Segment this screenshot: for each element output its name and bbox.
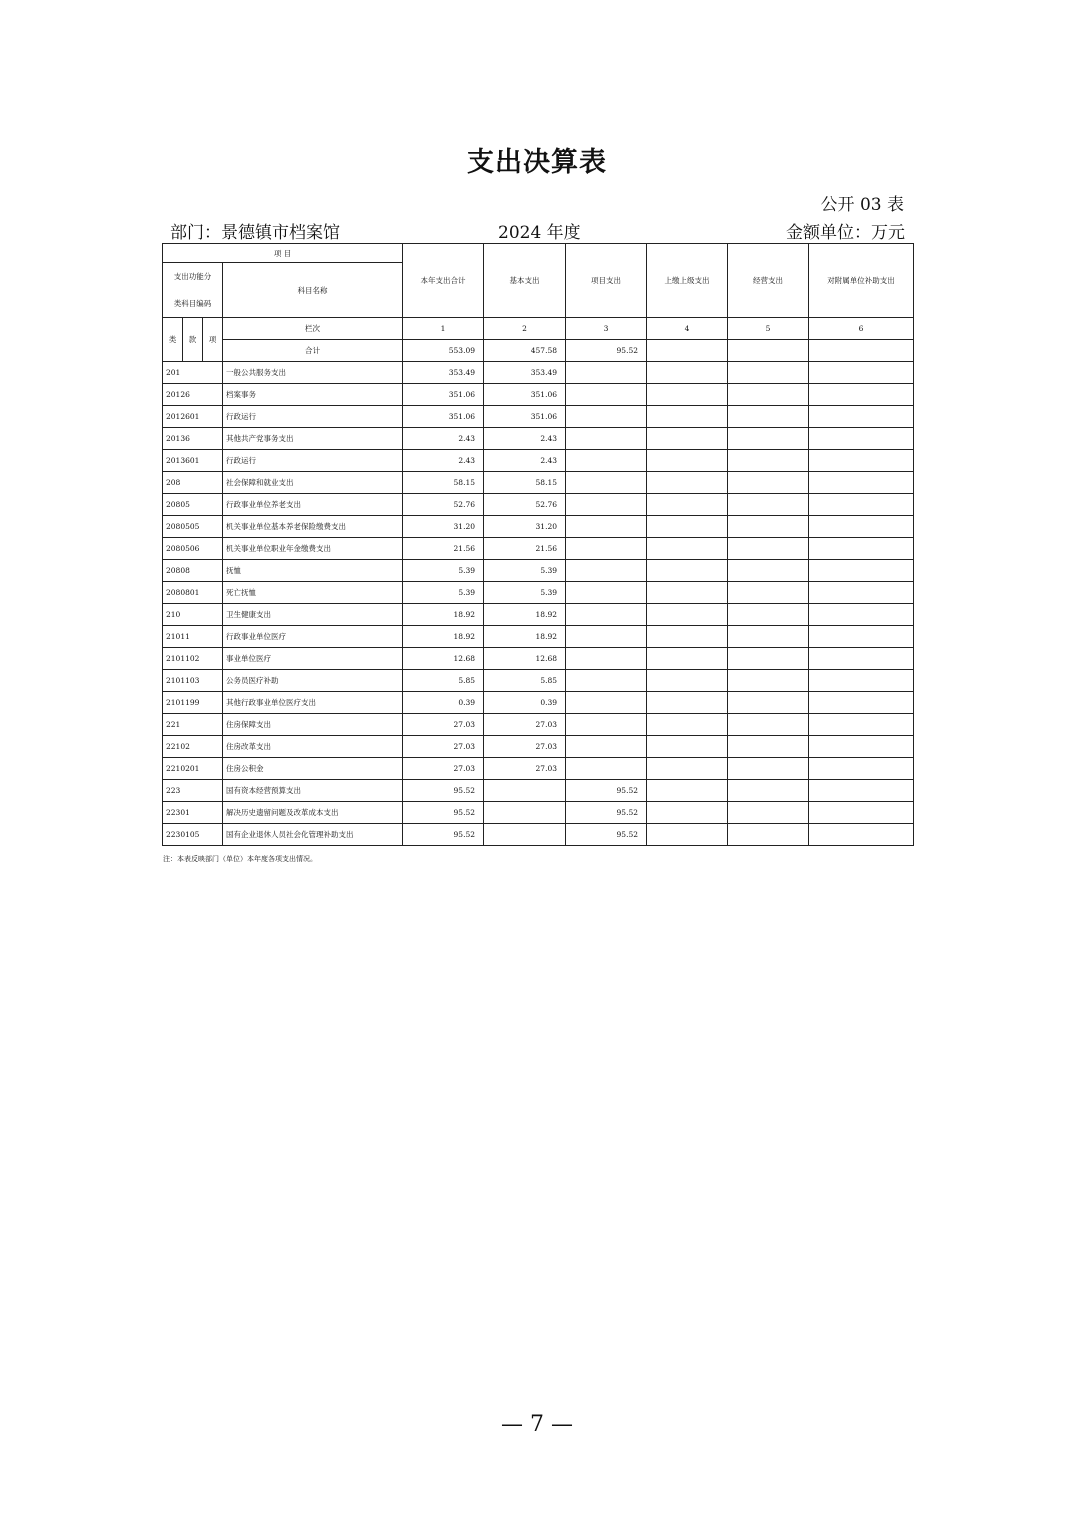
table-row bbox=[163, 758, 914, 780]
header-col-5: 经营支出 bbox=[728, 244, 809, 318]
row-code: 2013601 bbox=[163, 450, 223, 472]
row-value-3 bbox=[566, 538, 647, 560]
table-row bbox=[163, 670, 914, 692]
row-code: 22102 bbox=[163, 736, 223, 758]
row-code: 20808 bbox=[163, 560, 223, 582]
row-value-3 bbox=[566, 450, 647, 472]
row-value-6 bbox=[809, 758, 914, 780]
row-value-1: 12.68 bbox=[403, 648, 484, 670]
table-number: 公开 03 表 bbox=[820, 195, 904, 215]
total-value-6 bbox=[809, 340, 914, 362]
row-subject-name: 住房保障支出 bbox=[223, 714, 403, 736]
row-value-1: 18.92 bbox=[403, 604, 484, 626]
row-value-3 bbox=[566, 384, 647, 406]
row-value-1: 95.52 bbox=[403, 802, 484, 824]
row-value-1: 27.03 bbox=[403, 758, 484, 780]
row-value-1: 351.06 bbox=[403, 406, 484, 428]
row-value-4 bbox=[647, 450, 728, 472]
row-value-4 bbox=[647, 494, 728, 516]
row-value-5 bbox=[728, 428, 809, 450]
row-value-6 bbox=[809, 472, 914, 494]
row-value-6 bbox=[809, 670, 914, 692]
header-row-1 bbox=[163, 244, 914, 263]
table-row bbox=[163, 714, 914, 736]
row-value-2 bbox=[484, 802, 566, 824]
row-value-5 bbox=[728, 450, 809, 472]
row-value-3 bbox=[566, 626, 647, 648]
row-value-2 bbox=[484, 780, 566, 802]
row-code: 210 bbox=[163, 604, 223, 626]
header-xiangmu: 项 目 bbox=[163, 244, 403, 263]
row-subject-name: 行政运行 bbox=[223, 406, 403, 428]
row-value-2: 351.06 bbox=[484, 406, 566, 428]
row-value-6 bbox=[809, 714, 914, 736]
header-col-3: 项目支出 bbox=[566, 244, 647, 318]
row-value-2: 12.68 bbox=[484, 648, 566, 670]
row-value-5 bbox=[728, 780, 809, 802]
colnum-4: 4 bbox=[647, 318, 728, 340]
row-value-4 bbox=[647, 428, 728, 450]
row-subject-name: 其他行政事业单位医疗支出 bbox=[223, 692, 403, 714]
row-value-4 bbox=[647, 626, 728, 648]
row-subject-name: 卫生健康支出 bbox=[223, 604, 403, 626]
row-value-6 bbox=[809, 824, 914, 846]
total-row bbox=[163, 340, 914, 362]
page-title: 支出决算表 bbox=[467, 147, 607, 178]
row-value-4 bbox=[647, 736, 728, 758]
row-subject-name: 死亡抚恤 bbox=[223, 582, 403, 604]
row-code: 2080506 bbox=[163, 538, 223, 560]
row-value-4 bbox=[647, 516, 728, 538]
table-row bbox=[163, 780, 914, 802]
total-value-1: 553.09 bbox=[403, 340, 484, 362]
row-value-4 bbox=[647, 714, 728, 736]
header-xiang: 项 bbox=[203, 318, 223, 362]
row-value-3 bbox=[566, 758, 647, 780]
row-value-1: 31.20 bbox=[403, 516, 484, 538]
row-value-1: 27.03 bbox=[403, 736, 484, 758]
row-value-5 bbox=[728, 362, 809, 384]
row-code: 2230105 bbox=[163, 824, 223, 846]
row-subject-name: 社会保障和就业支出 bbox=[223, 472, 403, 494]
row-value-3 bbox=[566, 714, 647, 736]
row-value-3 bbox=[566, 648, 647, 670]
row-value-3 bbox=[566, 604, 647, 626]
table-row bbox=[163, 494, 914, 516]
table-row bbox=[163, 692, 914, 714]
header-kuan: 款 bbox=[183, 318, 203, 362]
header-code-line2: 类科目编码 bbox=[173, 299, 212, 308]
row-code: 2101102 bbox=[163, 648, 223, 670]
row-value-2: 2.43 bbox=[484, 428, 566, 450]
row-subject-name: 住房改革支出 bbox=[223, 736, 403, 758]
row-value-3 bbox=[566, 406, 647, 428]
row-value-3: 95.52 bbox=[566, 802, 647, 824]
row-value-5 bbox=[728, 560, 809, 582]
table-row bbox=[163, 736, 914, 758]
table-row bbox=[163, 450, 914, 472]
table-row bbox=[163, 582, 914, 604]
row-value-5 bbox=[728, 472, 809, 494]
unit-label: 金额单位：万元 bbox=[786, 223, 905, 243]
row-code: 221 bbox=[163, 714, 223, 736]
row-value-3 bbox=[566, 494, 647, 516]
row-value-3 bbox=[566, 516, 647, 538]
row-value-1: 2.43 bbox=[403, 428, 484, 450]
row-value-1: 21.56 bbox=[403, 538, 484, 560]
row-value-5 bbox=[728, 626, 809, 648]
table-row bbox=[163, 516, 914, 538]
header-col-6: 对附属单位补助支出 bbox=[809, 244, 914, 318]
row-value-2: 18.92 bbox=[484, 604, 566, 626]
row-value-5 bbox=[728, 824, 809, 846]
row-code: 2080505 bbox=[163, 516, 223, 538]
row-value-2 bbox=[484, 824, 566, 846]
header-code-group bbox=[163, 263, 223, 318]
table-row bbox=[163, 362, 914, 384]
row-value-1: 5.85 bbox=[403, 670, 484, 692]
row-value-6 bbox=[809, 560, 914, 582]
row-value-3 bbox=[566, 582, 647, 604]
row-value-2: 353.49 bbox=[484, 362, 566, 384]
table-row bbox=[163, 428, 914, 450]
row-value-4 bbox=[647, 472, 728, 494]
row-value-6 bbox=[809, 428, 914, 450]
table-row bbox=[163, 560, 914, 582]
row-value-6 bbox=[809, 692, 914, 714]
colnum-1: 1 bbox=[403, 318, 484, 340]
row-code: 223 bbox=[163, 780, 223, 802]
header-col-4: 上缴上级支出 bbox=[647, 244, 728, 318]
row-value-2: 52.76 bbox=[484, 494, 566, 516]
row-code: 2101199 bbox=[163, 692, 223, 714]
row-subject-name: 国有资本经营预算支出 bbox=[223, 780, 403, 802]
row-subject-name: 解决历史遗留问题及改革成本支出 bbox=[223, 802, 403, 824]
colnum-3: 3 bbox=[566, 318, 647, 340]
row-value-2: 351.06 bbox=[484, 384, 566, 406]
row-value-4 bbox=[647, 824, 728, 846]
header-col-1: 本年支出合计 bbox=[403, 244, 484, 318]
row-value-3 bbox=[566, 362, 647, 384]
row-value-3 bbox=[566, 692, 647, 714]
row-code: 20126 bbox=[163, 384, 223, 406]
row-code: 2210201 bbox=[163, 758, 223, 780]
row-value-6 bbox=[809, 582, 914, 604]
row-value-1: 0.39 bbox=[403, 692, 484, 714]
row-value-5 bbox=[728, 494, 809, 516]
row-value-1: 5.39 bbox=[403, 582, 484, 604]
row-value-5 bbox=[728, 758, 809, 780]
row-value-5 bbox=[728, 604, 809, 626]
row-value-5 bbox=[728, 736, 809, 758]
table-row bbox=[163, 626, 914, 648]
row-value-5 bbox=[728, 714, 809, 736]
row-value-4 bbox=[647, 538, 728, 560]
row-value-6 bbox=[809, 538, 914, 560]
row-subject-name: 行政事业单位养老支出 bbox=[223, 494, 403, 516]
row-value-1: 353.49 bbox=[403, 362, 484, 384]
row-value-2: 2.43 bbox=[484, 450, 566, 472]
row-value-5 bbox=[728, 582, 809, 604]
header-lei: 类 bbox=[163, 318, 183, 362]
department-label: 部门：景德镇市档案馆 bbox=[170, 223, 340, 243]
row-code: 2012601 bbox=[163, 406, 223, 428]
header-lanci: 栏次 bbox=[223, 318, 403, 340]
row-value-2: 27.03 bbox=[484, 714, 566, 736]
table-row bbox=[163, 406, 914, 428]
row-code: 21011 bbox=[163, 626, 223, 648]
row-value-1: 18.92 bbox=[403, 626, 484, 648]
row-value-6 bbox=[809, 604, 914, 626]
row-value-1: 2.43 bbox=[403, 450, 484, 472]
table-row bbox=[163, 472, 914, 494]
expenditure-table bbox=[162, 243, 914, 846]
row-value-6 bbox=[809, 780, 914, 802]
row-value-3 bbox=[566, 670, 647, 692]
row-value-1: 351.06 bbox=[403, 384, 484, 406]
total-value-3: 95.52 bbox=[566, 340, 647, 362]
row-value-4 bbox=[647, 604, 728, 626]
colnum-5: 5 bbox=[728, 318, 809, 340]
row-value-6 bbox=[809, 802, 914, 824]
row-value-2: 27.03 bbox=[484, 758, 566, 780]
row-value-3 bbox=[566, 736, 647, 758]
row-value-6 bbox=[809, 362, 914, 384]
table-row bbox=[163, 824, 914, 846]
row-value-4 bbox=[647, 648, 728, 670]
row-value-3: 95.52 bbox=[566, 780, 647, 802]
row-code: 201 bbox=[163, 362, 223, 384]
row-value-2: 5.85 bbox=[484, 670, 566, 692]
row-value-3: 95.52 bbox=[566, 824, 647, 846]
row-value-5 bbox=[728, 692, 809, 714]
row-value-1: 52.76 bbox=[403, 494, 484, 516]
row-value-4 bbox=[647, 692, 728, 714]
row-value-6 bbox=[809, 648, 914, 670]
row-code: 2080801 bbox=[163, 582, 223, 604]
row-value-4 bbox=[647, 758, 728, 780]
row-subject-name: 档案事务 bbox=[223, 384, 403, 406]
table-row bbox=[163, 604, 914, 626]
row-subject-name: 国有企业退休人员社会化管理补助支出 bbox=[223, 824, 403, 846]
table-row bbox=[163, 648, 914, 670]
header-subject-name: 科目名称 bbox=[223, 263, 403, 318]
row-value-1: 58.15 bbox=[403, 472, 484, 494]
row-code: 20805 bbox=[163, 494, 223, 516]
row-value-2: 58.15 bbox=[484, 472, 566, 494]
total-value-5 bbox=[728, 340, 809, 362]
row-subject-name: 公务员医疗补助 bbox=[223, 670, 403, 692]
row-subject-name: 其他共产党事务支出 bbox=[223, 428, 403, 450]
total-label: 合计 bbox=[223, 340, 403, 362]
row-value-5 bbox=[728, 516, 809, 538]
table-meta bbox=[163, 218, 913, 242]
table-row bbox=[163, 384, 914, 406]
row-value-3 bbox=[566, 472, 647, 494]
row-subject-name: 事业单位医疗 bbox=[223, 648, 403, 670]
row-value-4 bbox=[647, 362, 728, 384]
table-note: 注：本表反映部门（单位）本年度各项支出情况。 bbox=[163, 855, 317, 863]
row-value-2: 5.39 bbox=[484, 582, 566, 604]
row-value-4 bbox=[647, 802, 728, 824]
row-subject-name: 抚恤 bbox=[223, 560, 403, 582]
row-subject-name: 住房公积金 bbox=[223, 758, 403, 780]
row-subject-name: 机关事业单位职业年金缴费支出 bbox=[223, 538, 403, 560]
row-value-6 bbox=[809, 516, 914, 538]
row-value-4 bbox=[647, 780, 728, 802]
row-subject-name: 机关事业单位基本养老保险缴费支出 bbox=[223, 516, 403, 538]
row-value-5 bbox=[728, 406, 809, 428]
total-value-2: 457.58 bbox=[484, 340, 566, 362]
row-value-5 bbox=[728, 384, 809, 406]
row-value-1: 95.52 bbox=[403, 824, 484, 846]
row-code: 20136 bbox=[163, 428, 223, 450]
row-value-1: 95.52 bbox=[403, 780, 484, 802]
colnum-6: 6 bbox=[809, 318, 914, 340]
row-subject-name: 一般公共服务支出 bbox=[223, 362, 403, 384]
row-value-5 bbox=[728, 648, 809, 670]
row-value-6 bbox=[809, 450, 914, 472]
row-value-2: 5.39 bbox=[484, 560, 566, 582]
row-value-4 bbox=[647, 560, 728, 582]
row-value-6 bbox=[809, 494, 914, 516]
total-value-4 bbox=[647, 340, 728, 362]
row-value-4 bbox=[647, 384, 728, 406]
row-value-2: 21.56 bbox=[484, 538, 566, 560]
year-label: 2024 年度 bbox=[498, 223, 581, 243]
row-value-6 bbox=[809, 384, 914, 406]
table-row bbox=[163, 538, 914, 560]
row-value-4 bbox=[647, 670, 728, 692]
table-row bbox=[163, 802, 914, 824]
row-value-2: 0.39 bbox=[484, 692, 566, 714]
row-value-5 bbox=[728, 670, 809, 692]
row-value-2: 27.03 bbox=[484, 736, 566, 758]
row-value-6 bbox=[809, 626, 914, 648]
row-value-5 bbox=[728, 538, 809, 560]
row-code: 22301 bbox=[163, 802, 223, 824]
row-value-3 bbox=[566, 428, 647, 450]
row-value-1: 27.03 bbox=[403, 714, 484, 736]
row-code: 2101103 bbox=[163, 670, 223, 692]
row-value-5 bbox=[728, 802, 809, 824]
row-value-4 bbox=[647, 582, 728, 604]
row-value-3 bbox=[566, 560, 647, 582]
row-value-4 bbox=[647, 406, 728, 428]
row-value-2: 31.20 bbox=[484, 516, 566, 538]
row-value-6 bbox=[809, 406, 914, 428]
row-subject-name: 行政事业单位医疗 bbox=[223, 626, 403, 648]
colnum-2: 2 bbox=[484, 318, 566, 340]
page-number: — 7 — bbox=[501, 1412, 573, 1437]
header-col-2: 基本支出 bbox=[484, 244, 566, 318]
row-value-2: 18.92 bbox=[484, 626, 566, 648]
row-value-1: 5.39 bbox=[403, 560, 484, 582]
row-value-6 bbox=[809, 736, 914, 758]
header-code-line1: 支出功能分 bbox=[173, 272, 212, 281]
row-subject-name: 行政运行 bbox=[223, 450, 403, 472]
header-row-lanci bbox=[163, 318, 914, 340]
row-code: 208 bbox=[163, 472, 223, 494]
